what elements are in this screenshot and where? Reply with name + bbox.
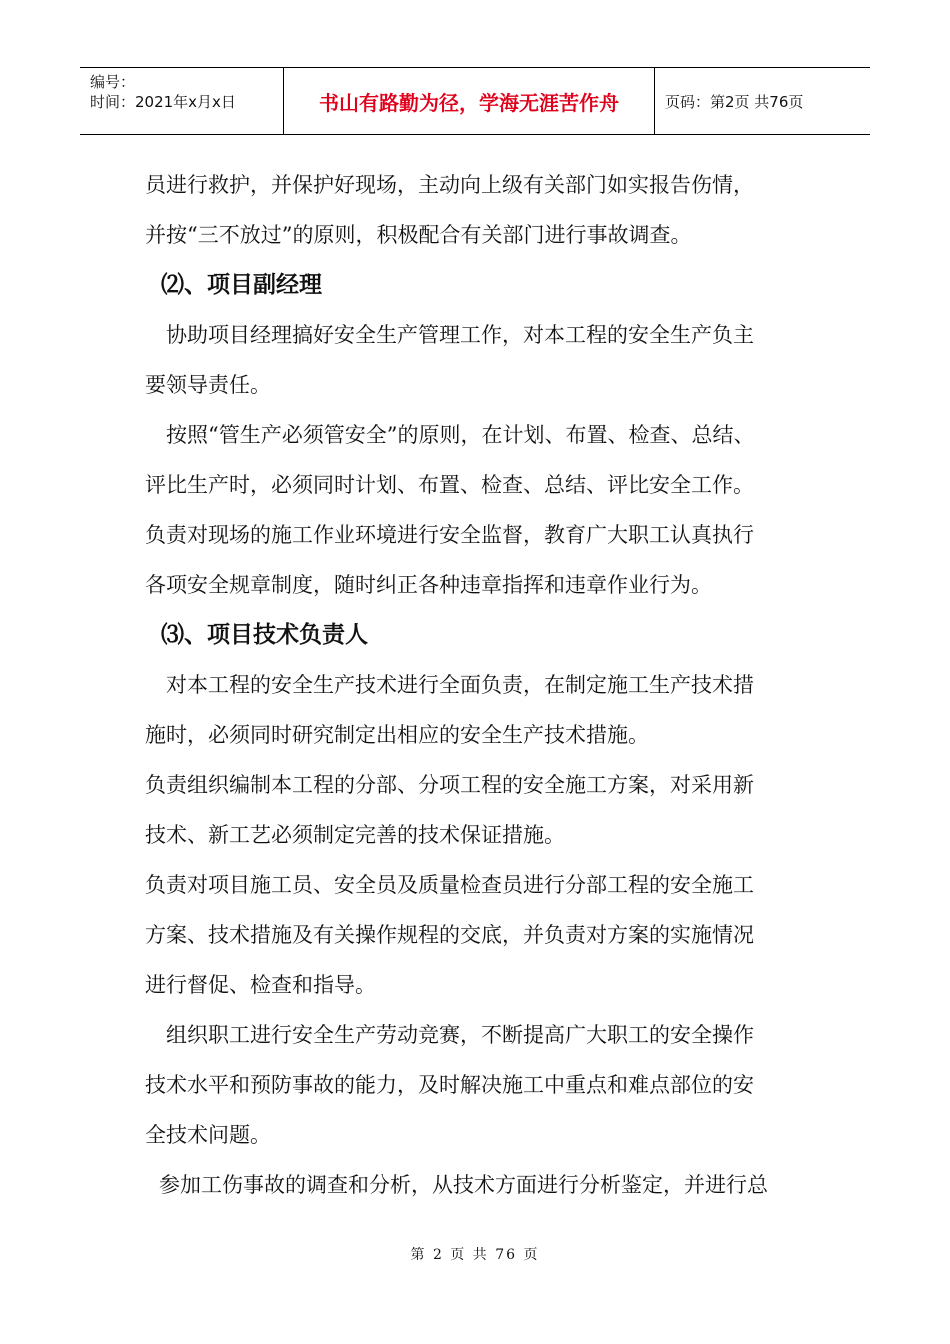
paragraph-line: 组织职工进行安全生产劳动竞赛，不断提高广大职工的安全操作 bbox=[166, 1023, 754, 1047]
header-motto: 书山有路勤为径，学海无涯苦作舟 bbox=[283, 68, 655, 134]
section-heading: ⑶、项目技术负责人 bbox=[161, 622, 368, 648]
section-heading: ⑵、项目副经理 bbox=[161, 272, 322, 298]
paragraph-line: 要领导责任。 bbox=[145, 373, 271, 397]
paragraph-line: 施时，必须同时研究制定出相应的安全生产技术措施。 bbox=[145, 723, 649, 747]
paragraph-line: 按照“管生产必须管安全”的原则，在计划、布置、检查、总结、 bbox=[166, 423, 755, 447]
header-meta bbox=[80, 68, 283, 134]
document-body bbox=[145, 160, 825, 1210]
paragraph-line: 全技术问题。 bbox=[145, 1123, 271, 1147]
paragraph-line: 协助项目经理搞好安全生产管理工作，对本工程的安全生产负主 bbox=[166, 323, 754, 347]
header-page-info: 页码：第2页 共76页 bbox=[665, 92, 804, 111]
paragraph-line: 进行督促、检查和指导。 bbox=[145, 973, 376, 997]
paragraph-line: 负责对现场的施工作业环境进行安全监督，教育广大职工认真执行 bbox=[145, 523, 754, 547]
paragraph-line: 各项安全规章制度，随时纠正各种违章指挥和违章作业行为。 bbox=[145, 573, 712, 597]
paragraph-line: 方案、技术措施及有关操作规程的交底，并负责对方案的实施情况 bbox=[145, 923, 754, 947]
paragraph-line: 技术水平和预防事故的能力，及时解决施工中重点和难点部位的安 bbox=[145, 1073, 754, 1097]
paragraph-line: 并按“三不放过”的原则，积极配合有关部门进行事故调查。 bbox=[145, 223, 692, 247]
paragraph-line: 参加工伤事故的调查和分析，从技术方面进行分析鉴定，并进行总 bbox=[159, 1173, 768, 1197]
paragraph-line: 对本工程的安全生产技术进行全面负责，在制定施工生产技术措 bbox=[166, 673, 754, 697]
document-date: 时间：2021年x月x日 bbox=[90, 93, 236, 111]
page-header bbox=[80, 67, 870, 135]
paragraph-line: 技术、新工艺必须制定完善的技术保证措施。 bbox=[145, 823, 565, 847]
page-footer: 第 2 页 共 76 页 bbox=[410, 1247, 540, 1263]
document-number: 编号： bbox=[90, 73, 136, 91]
paragraph-line: 负责组织编制本工程的分部、分项工程的安全施工方案，对采用新 bbox=[145, 773, 754, 797]
paragraph-line: 员进行救护，并保护好现场，主动向上级有关部门如实报告伤情， bbox=[145, 173, 754, 197]
paragraph-line: 负责对项目施工员、安全员及质量检查员进行分部工程的安全施工 bbox=[145, 873, 754, 897]
paragraph-line: 评比生产时，必须同时计划、布置、检查、总结、评比安全工作。 bbox=[145, 473, 754, 497]
